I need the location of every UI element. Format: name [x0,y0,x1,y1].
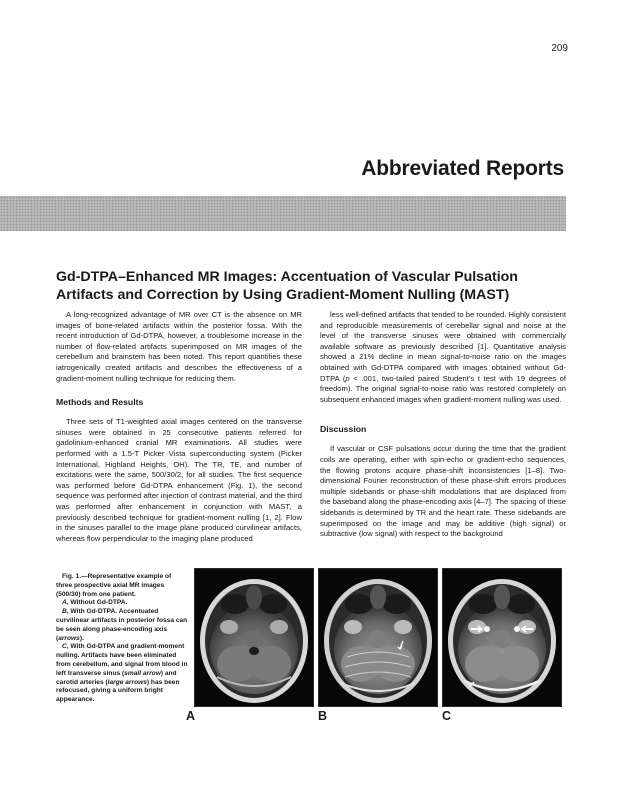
mri-panel-c [442,568,562,707]
p-value-symbol: p [345,373,350,383]
intro-paragraph: A long-recognized advantage of MR over CT is the absence on MR images of bone-related artifacts within the posterior fossa. With the recent introduction of Gd-DTPA, however, a troublesome increase in the number of flow-related artifacts superimposed on MR images of the cerebellum and brainstem has been noted. This report quantifies these iatrogenically created artifacts and describes the effectiveness of a gradient-moment nulling technique for reducing them. [56,310,302,383]
caption-b [56,608,188,643]
panel-label-c: C [442,709,452,723]
page-number: 209 [551,43,568,54]
mri-panel-a [194,568,314,707]
caption-b-text-1: , With Gd-DTPA. Accentuated curvilinear artifacts in posterior fossa can be seen along phase-encoding axis ( [56,608,188,642]
caption-c-emphasis-2: large arrows [107,678,147,686]
caption-c-text-1: , With Gd-DTPA and gradient-moment nulling. Artifacts have been eliminated from cerebellum, and signal from blood in left transverse sinus ( [56,643,188,677]
left-column [56,310,302,544]
panel-label-a: A [186,709,196,723]
discussion-heading: Discussion [320,424,367,435]
methods-paragraph: Three sets of T1-weighted axial images centered on the transverse sinuses were obtained in 25 consecutive patients referred for gadolinium-enhanced cranial MR examinations. All studies were performed with a 1.5-T Picker Vista superconducting system (Picker International, Highland Heights, OH). The TR, TE, and number of excitations were the same, 500/30/2, for all studies. The first sequence was performed before Gd-DTPA enhancement (Fig. 1), the second sequence was performed after injection of contrast material, and the third was performed after enhancement in conjunction with MAST, a previously described technique for gradient-moment nulling [1, 2]. Flow in the sinuses parallel to the image plane produced curvilinear artifacts, whereas flow perpendicular to the imaging plane produced [56,417,302,543]
section-heading: Abbreviated Reports [361,157,564,180]
caption-lead: Fig. 1.—Representative example of three prospective axial MR images (500/30) from one patient. [56,573,172,598]
caption-a-letter: A [62,599,67,607]
results-text-part-1: less well-defined artifacts that tended to be rounded. Highly consistent and reproducible measurements of cerebellar signal and noise at the level of the transverse sinuses were obtained with commercially available software as previously described [1]. Quantitative analysis showed a 21% decline in mean signal-to-noise ratio on the images obtained with Gd-DTPA compared with images obtained without Gd-DTPA ( [320,310,566,383]
caption-b-text-2: ). [79,634,84,642]
mri-panel-b [318,568,438,707]
caption-c-emphasis-1: small arrow [124,669,161,677]
caption-a [56,599,188,608]
caption-a-text: , Without Gd-DTPA. [66,599,128,607]
article-title: Gd-DTPA–Enhanced MR Images: Accentuation of Vascular Pulsation Artifacts and Correction by Using Gradient-Moment Nulling (MAST) [56,269,518,303]
section-divider-band [0,196,566,231]
right-column [320,310,566,540]
caption-c [56,643,188,705]
results-paragraph [320,310,566,405]
caption-c-letter: C [62,643,67,651]
caption-c-text-2: ) and carotid arteries ( [56,669,177,686]
results-text-part-2: < .001, two-tailed paired Student’s t test with 19 degrees of freedom). The original signal-to-noise ratio was restored completely on subsequent enhanced images when gradient-moment nulling was used. [320,373,566,404]
caption-b-emphasis: arrows [58,634,80,642]
caption-c-text-3: ) has been refocused, giving a uniform bright appearance. [56,678,180,704]
caption-b-letter: B [62,608,67,616]
panel-label-b: B [318,709,328,723]
figure-caption [56,573,188,705]
discussion-paragraph: If vascular or CSF pulsations occur during the time that the gradient coils are operating, either with spin-echo or gradient-echo sequences, the flowing protons acquire phase-shift inconsistencies [1–8]. Two-dimensional Fourier reconstruction of these phase-shift errors produces multiple sidebands or phase-shift modulations that are displaced from the baseband along the phase-encoding axis [4–7]. The spacing of these sidebands is determined by TR and the heart rate. These sidebands are superimposed on the image and may be additive (high signal) or subtractive (low signal) with respect to the background [320,444,566,539]
methods-heading: Methods and Results [56,397,144,408]
